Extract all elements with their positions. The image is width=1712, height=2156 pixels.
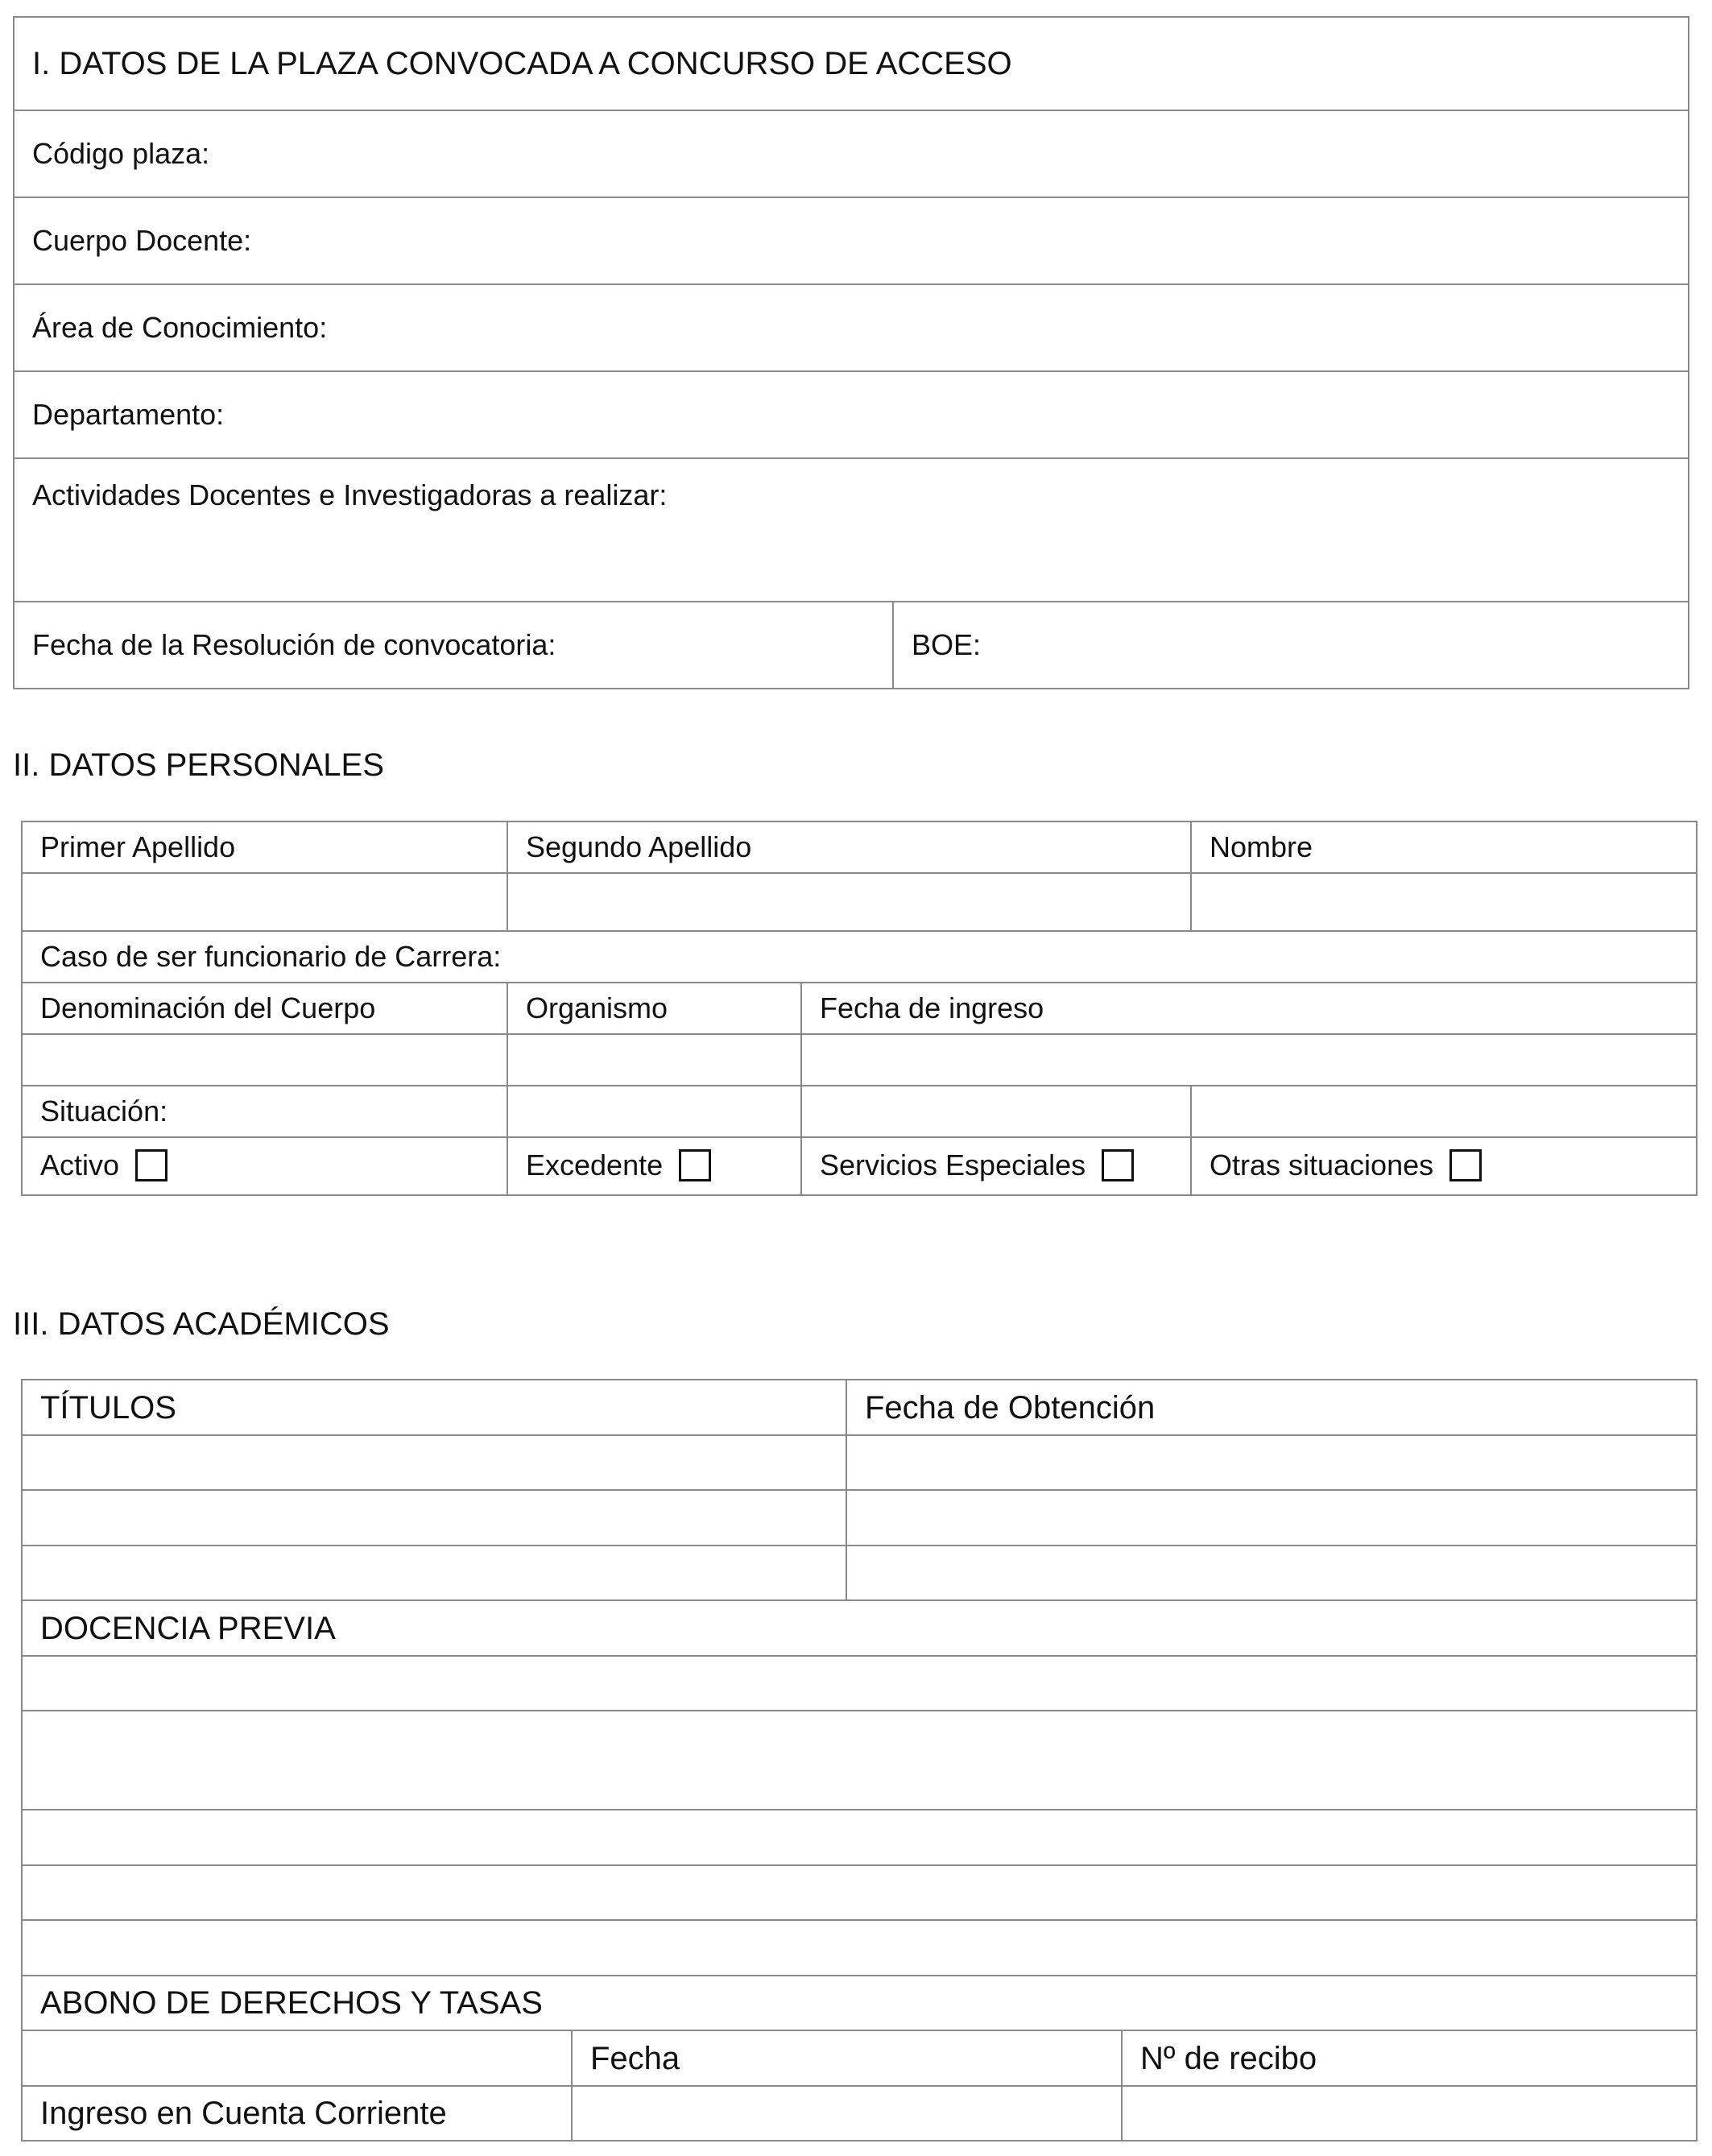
- academic-data-table: [21, 1379, 1698, 2142]
- abono-header: ABONO DE DERECHOS Y TASAS: [22, 1976, 1697, 2030]
- docencia-previa-input[interactable]: [22, 1865, 1697, 1920]
- area-conocimiento-field[interactable]: Área de Conocimiento:: [14, 284, 1689, 371]
- servicios-especiales-label: Servicios Especiales: [820, 1148, 1086, 1182]
- situacion-cell-2: [507, 1086, 801, 1137]
- plaza-table: [13, 16, 1689, 689]
- organismo-label: Organismo: [507, 983, 801, 1034]
- docencia-previa-input[interactable]: [22, 1920, 1697, 1976]
- departamento-field[interactable]: Departamento:: [14, 371, 1689, 458]
- situacion-cell-4: [1191, 1086, 1697, 1137]
- section-3-title: III. DATOS ACADÉMICOS: [13, 1306, 390, 1342]
- nombre-input[interactable]: [1191, 873, 1697, 931]
- servicios-especiales-option: [801, 1137, 1191, 1195]
- denominacion-cuerpo-label: Denominación del Cuerpo: [22, 983, 507, 1034]
- abono-blank-cell: [22, 2030, 572, 2086]
- docencia-previa-input[interactable]: [22, 1711, 1697, 1810]
- servicios-especiales-checkbox[interactable]: [1102, 1149, 1134, 1181]
- segundo-apellido-label: Segundo Apellido: [507, 821, 1191, 873]
- excedente-checkbox[interactable]: [679, 1149, 711, 1181]
- otras-situaciones-label: Otras situaciones: [1210, 1148, 1434, 1182]
- fecha-ingreso-input[interactable]: [801, 1034, 1697, 1086]
- otras-situaciones-checkbox[interactable]: [1449, 1149, 1482, 1181]
- otras-situaciones-option: [1191, 1137, 1697, 1195]
- ingreso-cuenta-label: Ingreso en Cuenta Corriente: [22, 2086, 572, 2141]
- titulo-input[interactable]: [22, 1435, 846, 1490]
- situacion-label: Situación:: [22, 1086, 507, 1137]
- fecha-obtencion-header: Fecha de Obtención: [846, 1380, 1697, 1435]
- actividades-field[interactable]: Actividades Docentes e Investigadoras a realizar:: [14, 458, 1689, 602]
- denominacion-cuerpo-input[interactable]: [22, 1034, 507, 1086]
- fecha-input[interactable]: [572, 2086, 1122, 2141]
- activo-label: Activo: [40, 1148, 120, 1182]
- codigo-plaza-field[interactable]: Código plaza:: [14, 110, 1689, 197]
- primer-apellido-input[interactable]: [22, 873, 507, 931]
- fecha-ingreso-label: Fecha de ingreso: [801, 983, 1697, 1034]
- organismo-input[interactable]: [507, 1034, 801, 1086]
- fecha-resolucion-field[interactable]: Fecha de la Resolución de convocatoria:: [14, 602, 893, 689]
- section-2-title: II. DATOS PERSONALES: [13, 747, 384, 783]
- num-recibo-header: Nº de recibo: [1122, 2030, 1697, 2086]
- excedente-option: [507, 1137, 801, 1195]
- titulos-header: TÍTULOS: [22, 1380, 846, 1435]
- boe-field[interactable]: BOE:: [893, 602, 1689, 689]
- activo-option: [22, 1137, 507, 1195]
- personal-data-table: [21, 821, 1698, 1196]
- fecha-header: Fecha: [572, 2030, 1122, 2086]
- docencia-previa-header: DOCENCIA PREVIA: [22, 1600, 1697, 1656]
- activo-checkbox[interactable]: [135, 1149, 167, 1181]
- situacion-cell-3: [801, 1086, 1191, 1137]
- docencia-previa-input[interactable]: [22, 1810, 1697, 1865]
- docencia-previa-input[interactable]: [22, 1656, 1697, 1711]
- cuerpo-docente-field[interactable]: Cuerpo Docente:: [14, 197, 1689, 284]
- fecha-obtencion-input[interactable]: [846, 1546, 1697, 1600]
- titulo-input[interactable]: [22, 1490, 846, 1546]
- section-1-title: I. DATOS DE LA PLAZA CONVOCADA A CONCURSO DE ACCESO: [14, 17, 1689, 110]
- fecha-obtencion-input[interactable]: [846, 1490, 1697, 1546]
- excedente-label: Excedente: [526, 1148, 664, 1182]
- fecha-obtencion-input[interactable]: [846, 1435, 1697, 1490]
- segundo-apellido-input[interactable]: [507, 873, 1191, 931]
- caso-funcionario-label: Caso de ser funcionario de Carrera:: [22, 931, 1697, 983]
- num-recibo-input[interactable]: [1122, 2086, 1697, 2141]
- titulo-input[interactable]: [22, 1546, 846, 1600]
- nombre-label: Nombre: [1191, 821, 1697, 873]
- primer-apellido-label: Primer Apellido: [22, 821, 507, 873]
